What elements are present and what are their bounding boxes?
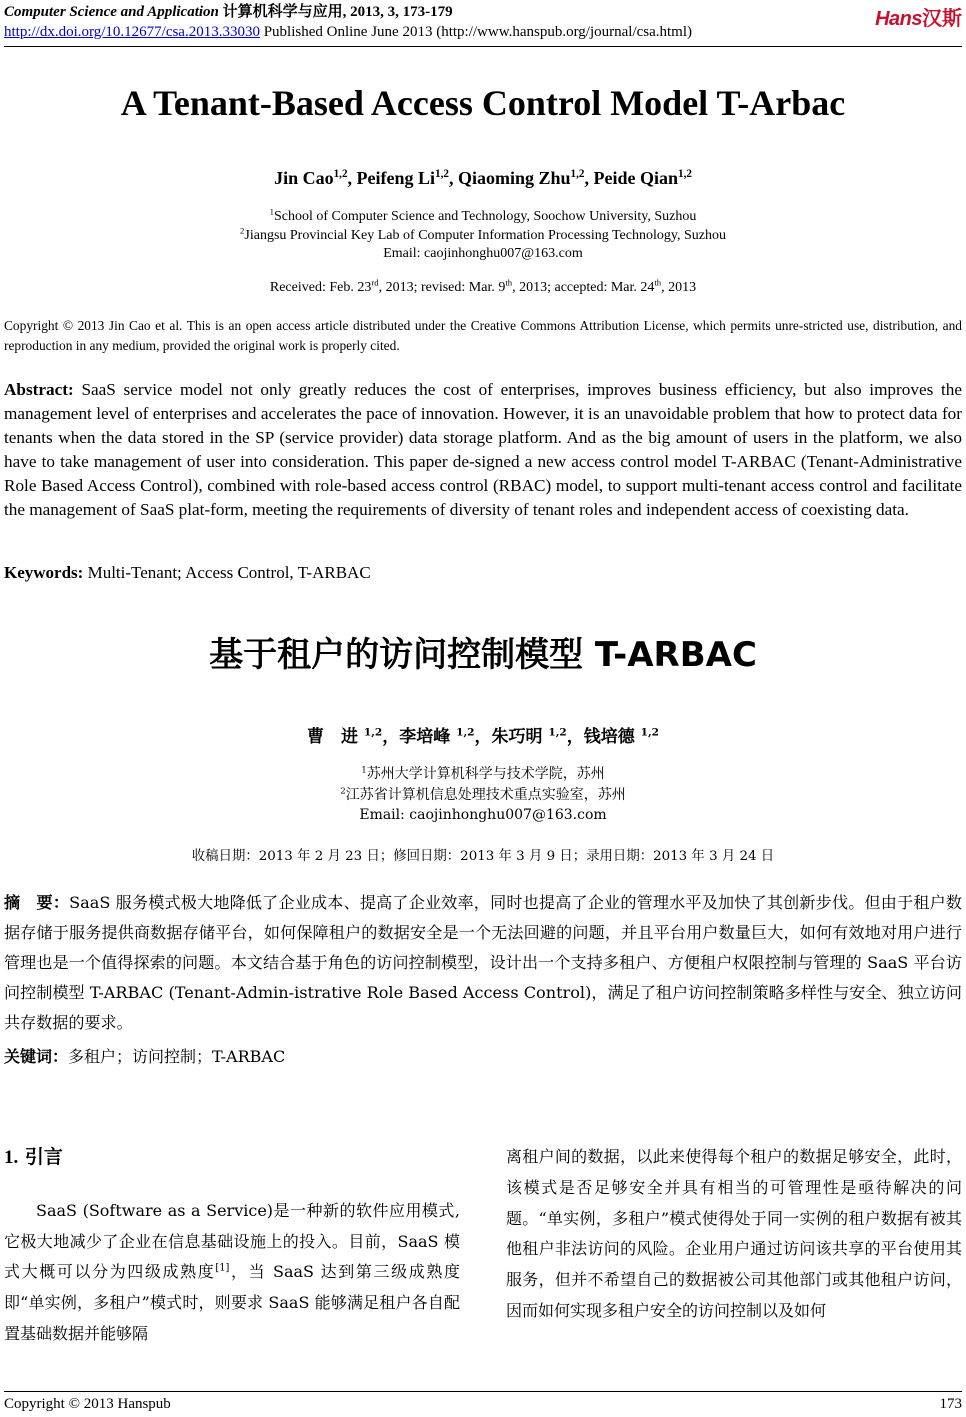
paper-title-zh: 基于租户的访问控制模型 T-ARBAC: [209, 635, 757, 675]
author-email: Email: caojinhonghu007@163.com: [383, 246, 583, 261]
journal-name-en: Computer Science and Application: [4, 4, 219, 20]
author-sep: ,: [584, 168, 594, 188]
author-sup: 1,2: [435, 168, 449, 180]
hans-logo: [875, 2, 962, 31]
header-divider: [4, 46, 962, 47]
date-text: Received: Feb. 23: [269, 280, 372, 295]
journal-volume: , 2013, 3, 173-179: [342, 4, 453, 20]
keywords-label: Keywords:: [4, 563, 84, 582]
author-sep: ，: [474, 727, 492, 747]
aff-sup: 2: [340, 786, 346, 797]
date-text: , 2013: [661, 280, 697, 295]
author-zh: 钱培德: [583, 727, 635, 747]
author-zh: 曹 进: [307, 727, 358, 747]
author-zh: 朱巧明: [491, 727, 543, 747]
body-paragraph: [4, 1196, 460, 1350]
author-en: Qiaoming Zhu: [457, 168, 571, 188]
aff-text: School of Computer Science and Technology, Soochow University, Suzhou: [274, 209, 697, 224]
logo-text-zh: 汉斯: [922, 8, 962, 30]
authors-en: [0, 168, 966, 189]
abstract-text-zh: SaaS 服务模式极大地降低了企业成本、提高了企业效率，同时也提高了企业的管理水平及加快了其创新步伐。但由于租户数据存储于服务提供商数据存储平台，如何保障租户的数据安全是一个无法回避的问题，并且平台用户数量巨大，如何有效地对用户进行管理也是一个值得探索的问题。本文结合基于角色的访问控制模型，设计出一个支持多租户、方便租户权限控制与管理的 SaaS 平台访问控制模型 T-ARBAC (Tenant-Admin-istrative Role Based Access Control)，满足了租户访问控制策略多样性与安全、独立访问共存数据的要求。: [4, 893, 963, 1032]
date-sup: rd: [371, 277, 379, 288]
abstract-label-zh: 摘 要：: [4, 893, 70, 912]
affiliation-1: [0, 207, 966, 226]
abstract-text: SaaS service model not only greatly reduces the cost of enterprises, improves business efficiency, but also improves the management level of enterprises and accelerates the pace of innovation. However, it is an unavoidable problem that how to protect data for tenants when the data stored in the SP (service provider) data storage platform. And as the big amount of users in the platform, we also have to take management of user into consideration. This paper de-signed a new access control model T-ARBAC (Tenant-Administrative Role Based Access Control), combined with role-based access control (RBAC) model, to support multi-tenant access control and facilitate the management of SaaS plat-form, meeting the requirements of diversity of tenant roles and independent access of coexisting data.: [4, 380, 963, 519]
abstract-en: [4, 378, 962, 522]
keywords-label-zh: 关键词：: [4, 1047, 69, 1066]
section-heading: [4, 1142, 460, 1174]
body-text: SaaS (Software as a Service)是一种新的软件应用模式,它极大地减少了企业在信息基础设施上的投入。目前，SaaS 模式大概可以分为四级成熟度: [4, 1200, 460, 1282]
author-sup: 1,2: [333, 168, 348, 180]
date-sup: th: [654, 277, 662, 288]
section-number: 1.: [4, 1147, 19, 1168]
received-dates: [0, 277, 966, 296]
footer-divider: [4, 1391, 962, 1392]
author-sep: ，: [566, 727, 584, 747]
affiliation-1-zh: [0, 764, 966, 784]
aff-text: 苏州大学计算机科学与技术学院，苏州: [366, 766, 605, 782]
section-title: 引言: [24, 1146, 63, 1168]
affiliation-2: [0, 226, 966, 245]
author-email-zh: Email: caojinhonghu007@163.com: [359, 807, 607, 823]
aff-sup: 1: [269, 206, 274, 217]
author-en: Jin Cao: [274, 168, 334, 188]
keywords-zh: [4, 1044, 962, 1067]
authors-zh: [0, 722, 966, 747]
author-sep: ,: [448, 168, 458, 188]
author-en: Peifeng Li: [356, 168, 436, 188]
author-zh: 李培峰: [399, 727, 451, 747]
footer-copyright: Copyright © 2013 Hanspub: [4, 1396, 171, 1412]
affiliation-2-zh: [0, 785, 966, 805]
author-sup: 1,2: [363, 726, 383, 739]
author-sep: ，: [382, 727, 400, 747]
body-column-right: [506, 1142, 962, 1327]
journal-name-zh: 计算机科学与应用: [222, 4, 343, 20]
page-number: 173: [939, 1396, 962, 1412]
abstract-label: Abstract:: [4, 380, 74, 399]
paper-title-en: A Tenant-Based Access Control Model T-Arbac: [120, 83, 846, 123]
received-dates-zh: 收稿日期：2013 年 2 月 23 日；修回日期：2013 年 3 月 9 日；录用日期：2013 年 3 月 24 日: [191, 849, 775, 864]
author-en: Peide Qian: [593, 168, 678, 188]
author-sup: 1,2: [677, 168, 692, 180]
author-sup: 1,2: [640, 726, 659, 739]
aff-text: Jiangsu Provincial Key Lab of Computer Information Processing Technology, Suzhou: [244, 228, 726, 243]
keywords-text-zh: 多租户；访问控制；T-ARBAC: [68, 1047, 286, 1066]
doi-link[interactable]: http://dx.doi.org/10.12677/csa.2013.33030: [4, 24, 260, 40]
date-sup: th: [505, 277, 513, 288]
abstract-zh: [4, 888, 962, 1038]
author-sup: 1,2: [570, 168, 585, 180]
aff-sup: 2: [240, 225, 245, 236]
citation-ref[interactable]: [1]: [215, 1263, 230, 1275]
body-paragraph: 离租户间的数据，以此来使得每个租户的数据足够安全，此时，该模式是否足够安全并具有相当的可管理性是亟待解决的问题。“单实例，多租户”模式使得处于同一实例的租户数据有被其他租户非法访问的风险。企业用户通过访问该共享的平台使用其服务，但并不希望自己的数据被公司其他部门或其他租户访问，因而如何实现多租户安全的访问控制以及如何: [506, 1147, 962, 1320]
date-text: , 2013; accepted: Mar. 24: [512, 280, 655, 295]
keywords-en: [4, 563, 962, 583]
copyright-notice: Copyright © 2013 Jin Cao et al. This is an open access article distributed under the Creative Commons Attribution License, which permits unre-stricted use, distribution, and reproduction in any medium, provided the original work is properly cited.: [4, 318, 962, 353]
author-sup: 1,2: [456, 726, 475, 739]
aff-sup: 1: [361, 765, 367, 776]
date-text: , 2013; revised: Mar. 9: [378, 280, 506, 295]
journal-line: [4, 2, 962, 22]
body-text: ，当 SaaS 达到第三级成熟度即“单实例，多租户”模式时，则要求 SaaS 能够满足租户各自配置基础数据并能够隔: [4, 1262, 460, 1343]
author-sep: ,: [347, 168, 357, 188]
body-column-left: [4, 1142, 460, 1350]
keywords-text: Multi-Tenant; Access Control, T-ARBAC: [87, 563, 371, 582]
published-info: Published Online June 2013 (http://www.hanspub.org/journal/csa.html): [263, 24, 693, 40]
author-sup: 1,2: [548, 726, 567, 739]
logo-text-en: Hans: [875, 8, 922, 30]
doi-line: [4, 22, 962, 42]
aff-text: 江苏省计算机信息处理技术重点实验室，苏州: [345, 787, 626, 803]
page-header: [4, 2, 962, 46]
